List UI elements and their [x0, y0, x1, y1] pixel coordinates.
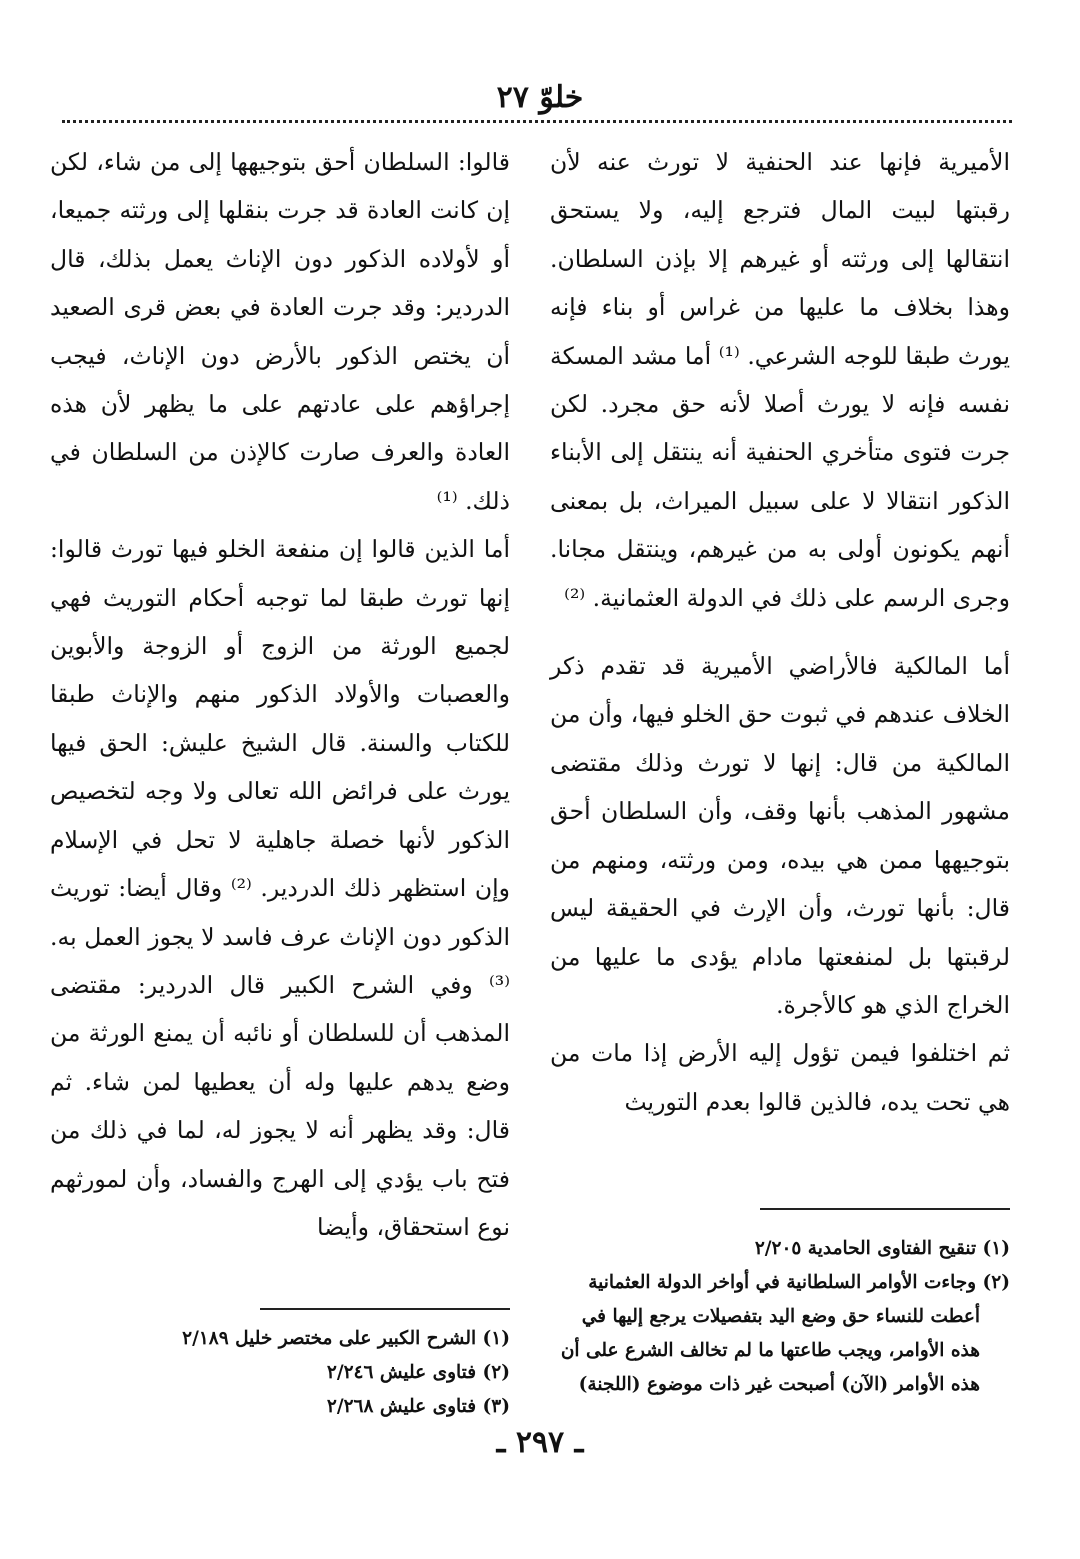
footnote: (٣) فتاوى عليش ٢/٢٦٨: [326, 1396, 510, 1417]
left-paragraph-2: أما الذين قالوا إن منفعة الخلو فيها تورث قالوا: إنها تورث طبقا لما توجبه أحكام التوريث فهي لجميع الورثة من الزوج أو الزوجة والأبوين والعصبات والأولاد الذكور منهم والإناث طبقا للكتاب والسنة. قال الشيخ عليش: الحق فيها يورث على فرائض الله تعالى ولا وجه لتخصيص الذكور لأنها خصلة جاهلية لا تحل في الإسلام وإن استظهر ذلك الدردير. ⁽²⁾ وقال أيضا: توريث الذكور دون الإناث عرف فاسد لا يجوز العمل به. ⁽³⁾ وفي الشرح الكبير قال الدردير: مقتضى المذهب أن للسلطان أو نائبه أن يمنع الورثة من وضع يدهم عليها وله أن يعطيها لمن شاء. ثم قال: وقد يظهر أنه لا يجوز له، لما في ذلك من فتح باب يؤدي إلى الهرج والفساد، وأن لمورثهم نوع استحقاق، وأيضا: [50, 535, 510, 1241]
header-dotted-rule: [62, 120, 1012, 123]
footnote-continuation: هذه الأوامر (الآن) أصبحت غير ذات موضوع (اللجنة): [578, 1374, 980, 1395]
header-title: خلوّ ٢٧: [496, 80, 584, 115]
footnote: (٢) وجاءت الأوامر السلطانية في أواخر الدولة العثمانية: [588, 1272, 1010, 1293]
left-footnote-rule: [260, 1308, 510, 1310]
right-footnote-rule: [760, 1208, 1010, 1210]
right-footnotes: [560, 1232, 1010, 1402]
right-paragraph-2: أما المالكية فالأراضي الأميرية قد تقدم ذكر الخلاف عندهم في ثبوت حق الخلو فيها، وأن من المالكية من قال: إنها لا تورث وذلك مقتضى مشهور المذهب بأنها وقف، وأن السلطان أحق بتوجيهها ممن هي بيده، ومن ورثته، ومنهم من قال: بأنها تورث، وأن الإرث في الحقيقة ليس لرقبتها بل لمنفعتها مادام يؤدى ما عليها من الخراج الذي هو كالأجرة.: [550, 652, 1010, 1019]
footnote-continuation: أعطت للنساء حق وضع اليد بتفصيلات يرجع إليها في: [581, 1306, 980, 1327]
footnote: (٢) فتاوى عليش ٢/٢٤٦: [326, 1362, 510, 1383]
running-header: [0, 78, 1080, 118]
footnote: (١) الشرح الكبير على مختصر خليل ٢/١٨٩: [182, 1328, 510, 1349]
left-column: [50, 138, 510, 1251]
left-paragraph-1: قالوا: السلطان أحق بتوجيهها إلى من شاء، لكن إن كانت العادة قد جرت بنقلها إلى ورثته جميعا، أو لأولاده الذكور دون الإناث يعمل بذلك، قال الدردير: وقد جرت العادة في بعض قرى الصعيد أن يختص الذكور بالأرض دون الإناث، فيجب إجراؤهم على عادتهم على ما يظهر لأن هذه العادة والعرف صارت كالإذن من السلطان في ذلك. ⁽¹⁾: [50, 148, 510, 515]
right-paragraph-3: ثم اختلفوا فيمن تؤول إليه الأرض إذا مات من هي تحت يده، فالذين قالوا بعدم التوريث: [550, 1039, 1010, 1116]
footnote: (١) تنقيح الفتاوى الحامدية ٢/٢٠٥: [754, 1238, 1010, 1259]
page-number: ـ ٢٩٧ ـ: [496, 1425, 584, 1460]
left-footnotes: [60, 1322, 510, 1424]
right-column: [550, 138, 1010, 1126]
right-paragraph-1: الأميرية فإنها عند الحنفية لا تورث عنه لأن رقبتها لبيت المال فترجع إليه، ولا يستحق انتقالها إلى ورثته أو غيرهم إلا بإذن السلطان. وهذا بخلاف ما عليها من غراس أو بناء فإنه يورث طبقا للوجه الشرعي. ⁽¹⁾ أما مشد المسكة نفسه فإنه لا يورث أصلا لأنه حق مجرد. لكن جرت فتوى متأخري الحنفية أنه ينتقل إلى الأبناء الذكور انتقالا لا على سبيل الميراث، بل بمعنى أنهم يكونون أولى به من غيرهم، وينتقل مجانا. وجرى الرسم على ذلك في الدولة العثمانية. ⁽²⁾: [550, 148, 1010, 612]
footnote-continuation: هذه الأوامر، ويجب طاعتها ما لم تخالف الشرع على أن: [560, 1340, 980, 1361]
